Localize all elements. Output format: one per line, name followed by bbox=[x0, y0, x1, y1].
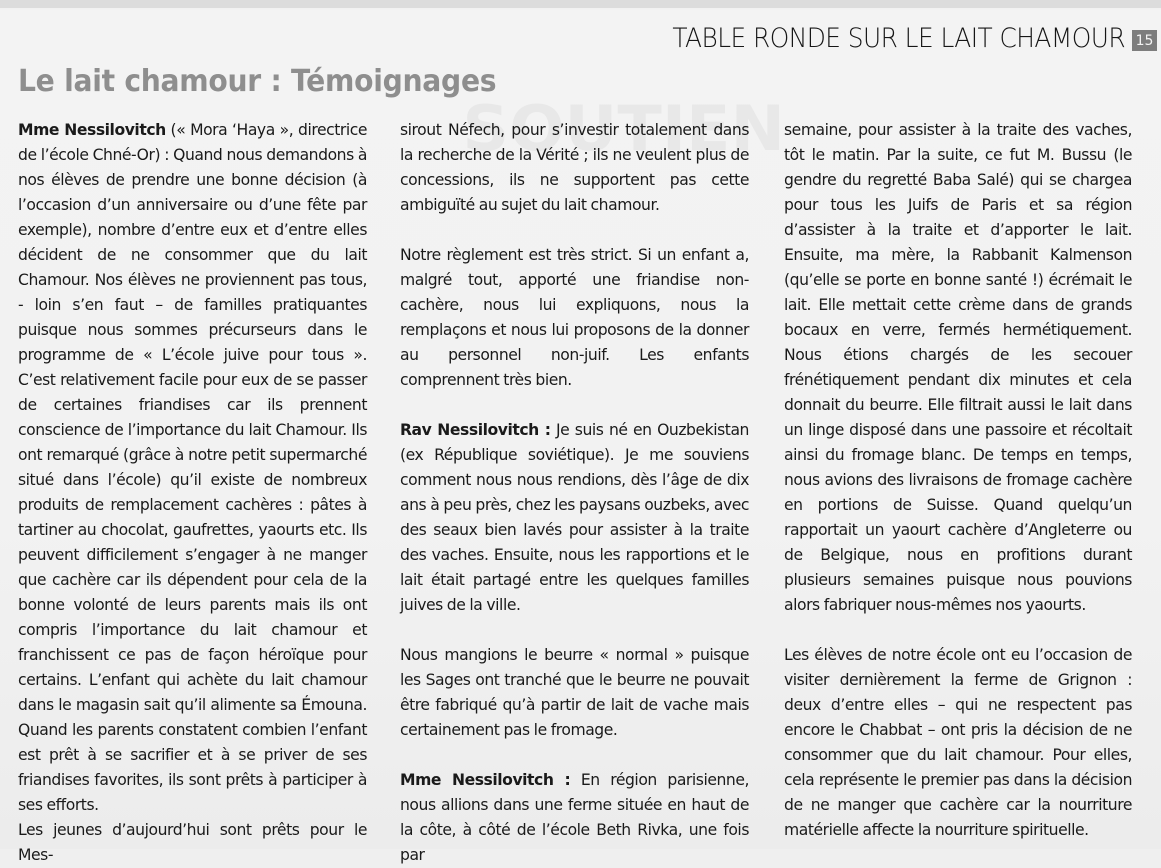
paragraph-text: semaine, pour assister à la traite des vaches, tôt le matin. Par la suite, ce fut M. Bussu (le gendre du regretté Baba Salé) qui se chargea pour tous les Juifs de Paris et sa région d’assister à la traite et d’apporter le lait. Ensuite, ma mère, la Rabbanit Kalmenson (qu’elle se porte en bonne santé !) écrémait le lait. Elle mettait cette crème dans de grands bocaux en verre, fermés hermétiquement. Nous étions chargés de les secouer frénétiquement pendant dix minutes et cela donnait du beurre. Elle filtrait aussi le lait dans un linge disposé dans une passoire et récoltait ainsi du fromage blanc. De temps en temps, nous avions des livraisons de fromage cachère en portions de Suisse. Quand quelqu’un rapportait un yaourt cachère d’Angleterre ou de Belgique, nous en profitions durant plusieurs semaines puisque nous pouvions alors fabriquer nous-mêmes nos yaourts. bbox=[784, 121, 1132, 614]
scan-edge bbox=[0, 0, 1161, 8]
article-title: Le lait chamour : Témoignages bbox=[18, 64, 497, 99]
paragraph-text: En région parisienne, nous allions dans une ferme située en haut de la côte, à côté de l’école Beth Rivka, une fois par bbox=[400, 771, 749, 864]
paragraph bbox=[18, 118, 367, 818]
paragraph-text: Je suis né en Ouzbekistan (ex République soviétique). Je me souviens comment nous nous rendions, dès l’âge de dix ans à peu près, chez les paysans ouzbeks, avec des seaux bien lavés pour assister à la traite des vaches. Ensuite, nous les rapportions et le lait était partagé entre les quelques familles juives de la ville. bbox=[400, 421, 749, 614]
page-number-badge: 15 bbox=[1132, 30, 1157, 51]
article-column-1 bbox=[18, 118, 367, 868]
paragraph-text: sirout Néfech, pour s’investir totalement dans la recherche de la Vérité ; ils ne veulent plus de concessions, ils ne supportent pas cette ambiguïté au sujet du lait chamour. bbox=[400, 121, 749, 214]
paragraph bbox=[400, 418, 749, 618]
paragraph-text: Notre règlement est très strict. Si un enfant a, malgré tout, apporté une friandise non-cachère, nous lui expliquons, nous la remplaçons et nous lui proposons de la donner au personnel non-juif. Les enfants comprennent très bien. bbox=[400, 246, 749, 389]
speaker-name: Mme Nessilovitch bbox=[18, 121, 166, 139]
article-column-3 bbox=[784, 118, 1132, 843]
speaker-name: Mme Nessilovitch : bbox=[400, 771, 571, 789]
running-head: TABLE RONDE SUR LE LAIT CHAMOUR bbox=[672, 23, 1125, 54]
paragraph bbox=[784, 118, 1132, 618]
paragraph bbox=[400, 643, 749, 743]
paragraph-text: Nous mangions le beurre « normal » puisque les Sages ont tranché que le beurre ne pouvait être fabriqué qu’à partir de lait de vache mais certainement pas le fromage. bbox=[400, 646, 749, 739]
paragraph-text: Les élèves de notre école ont eu l’occasion de visiter dernièrement la ferme de Grignon : deux d’entre elles – qui ne respectent pas encore le Chabbat – ont pris la décision de ne consommer que du lait chamour. Pour elles, cela représente le premier pas dans la décision de ne manger que cachère car la nourriture matérielle affecte la nourriture spirituelle. bbox=[784, 646, 1132, 839]
article-column-2 bbox=[400, 118, 749, 868]
paragraph bbox=[784, 643, 1132, 843]
paragraph-text: Les jeunes d’aujourd’hui sont prêts pour le Mes- bbox=[18, 821, 367, 864]
paragraph bbox=[18, 818, 367, 868]
paragraph bbox=[400, 243, 749, 393]
paragraph bbox=[400, 768, 749, 868]
paragraph-text: (« Mora ‘Haya », directrice de l’école Chné-Or) : Quand nous demandons à nos élèves de prendre une bonne décision (à l’occasion d’un anniversaire ou d’une fête par exemple), nombre d’entre eux et d’entre elles décident de ne consommer que du lait Chamour. Nos élèves ne proviennent pas tous, - loin s’en faut – de familles pratiquantes puisque nous sommes précurseurs dans le programme de « L’école juive pour tous ». C’est relativement facile pour eux de se passer de certaines friandises car ils prennent conscience de l’importance du lait Chamour. Ils ont remarqué (grâce à notre petit supermarché situé dans l’école) qu’il existe de nombreux produits de remplacement cachères : pâtes à tartiner au chocolat, gaufrettes, yaourts etc. Ils peuvent difficilement s’engager à ne manger que cachère car ils dépendent pour cela de la bonne volonté de leurs parents mais ils ont compris l’importance du lait chamour et franchissent ce pas de façon héroïque pour certains. L’enfant qui achète du lait chamour dans le magasin sait qu’il alimente sa Émouna. Quand les parents constatent combien l’enfant est prêt à se sacrifier et à se priver de ses friandises favorites, ils sont prêts à participer à ses efforts. bbox=[18, 121, 367, 814]
speaker-name: Rav Nessilovitch : bbox=[400, 421, 551, 439]
paragraph bbox=[400, 118, 749, 218]
